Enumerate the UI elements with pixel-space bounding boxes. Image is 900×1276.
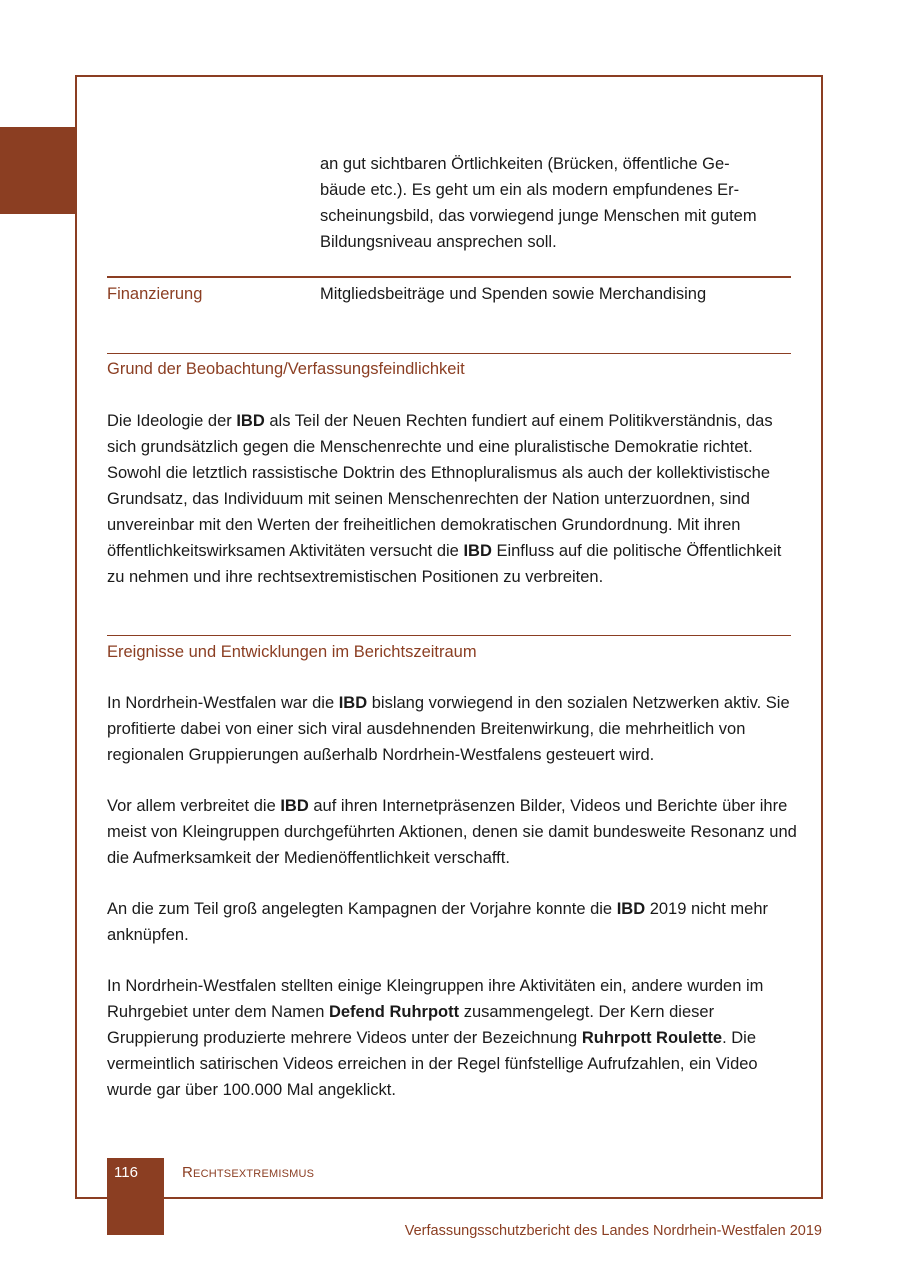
financing-label: Finanzierung	[107, 285, 203, 303]
paragraph-events-3: An die zum Teil groß angelegten Kampagnen der Vorjahre konnte die IBD 2019 nicht mehr anknüpfen.	[107, 900, 769, 944]
paragraph-observation: Die Ideologie der IBD als Teil der Neuen Rechten fundiert auf einem Politikverständnis, das sich grundsätzlich gegen die Menschenrechte und eine pluralistische Demokratie richtet. Sowohl die letztlich rassistische Doktrin des Ethnopluralismus als auch der kollektivistische Grundsatz, das Individuum mit seinen Menschenrechten der Nation unterzuordnen, sind unvereinbar mit den Werten der freiheitlichen demokratischen Grundordnung. Mit ihren öffentlichkeitswirksamen Aktivitäten versucht die IBD Einfluss auf die politische Öffentlichkeit zu nehmen und ihre rechtsextremistischen Positionen zu verbreiten.	[107, 412, 782, 586]
bold-term: Defend Ruhrpott	[328, 1003, 460, 1021]
bold-term: Ruhrpott Roulette	[581, 1029, 723, 1047]
table-continued-text: an gut sichtbaren Örtlichkeiten (Brücken, öffentliche Ge- bäude etc.). Es geht um ein als modern empfundenes Er- scheinungsbild, das vorwiegend junge Menschen mit gutem Bildungsniveau ansprechen soll.	[320, 155, 757, 251]
bold-term: IBD	[338, 694, 368, 712]
section-divider	[107, 635, 791, 636]
section-divider	[107, 353, 791, 354]
table-divider	[107, 276, 791, 278]
publication-footer: Verfassungsschutzbericht des Landes Nordrhein-Westfalen 2019	[404, 1223, 822, 1239]
bold-term: IBD	[463, 542, 492, 560]
side-tab-marker	[0, 127, 75, 214]
bold-term: IBD	[280, 797, 309, 815]
section-heading-events: Ereignisse und Entwicklungen im Berichtszeitraum	[107, 643, 477, 661]
paragraph-events-2: Vor allem verbreitet die IBD auf ihren Internetpräsenzen Bilder, Videos und Berichte über ihre meist von Kleingruppen durchgeführten Aktionen, denen sie damit bundesweite Resonanz und die Aufmerksamkeit der Medienöffentlichkeit verschafft.	[107, 797, 797, 867]
bold-term: IBD	[616, 900, 646, 918]
paragraph-events-1: In Nordrhein-Westfalen war die IBD bislang vorwiegend in den sozialen Netzwerken aktiv. Sie profitierte dabei von einer sich viral ausdehnenden Breitenwirkung, die mehrheitlich von regionalen Gruppierungen außerhalb Nordrhein-Westfalens gesteuert wird.	[107, 694, 790, 764]
page-number: 116	[114, 1164, 138, 1181]
bold-term: IBD	[236, 412, 265, 430]
financing-value: Mitgliedsbeiträge und Spenden sowie Merchandising	[320, 285, 707, 303]
running-head: Rechtsextremismus	[182, 1164, 315, 1181]
paragraph-events-4: In Nordrhein-Westfalen stellten einige Kleingruppen ihre Aktivitäten ein, andere wurden im Ruhrgebiet unter dem Namen Defend Ruhrpott zusammengelegt. Der Kern dieser Gruppierung produzierte mehrere Videos unter der Bezeichnung Ruhrpott Roulette. Die vermeintlich satirischen Videos erreichen in der Regel fünfstellige Aufrufzahlen, ein Video wurde gar über 100.000 Mal angeklickt.	[107, 977, 764, 1099]
section-heading-observation: Grund der Beobachtung/Verfassungsfeindlichkeit	[107, 360, 465, 378]
